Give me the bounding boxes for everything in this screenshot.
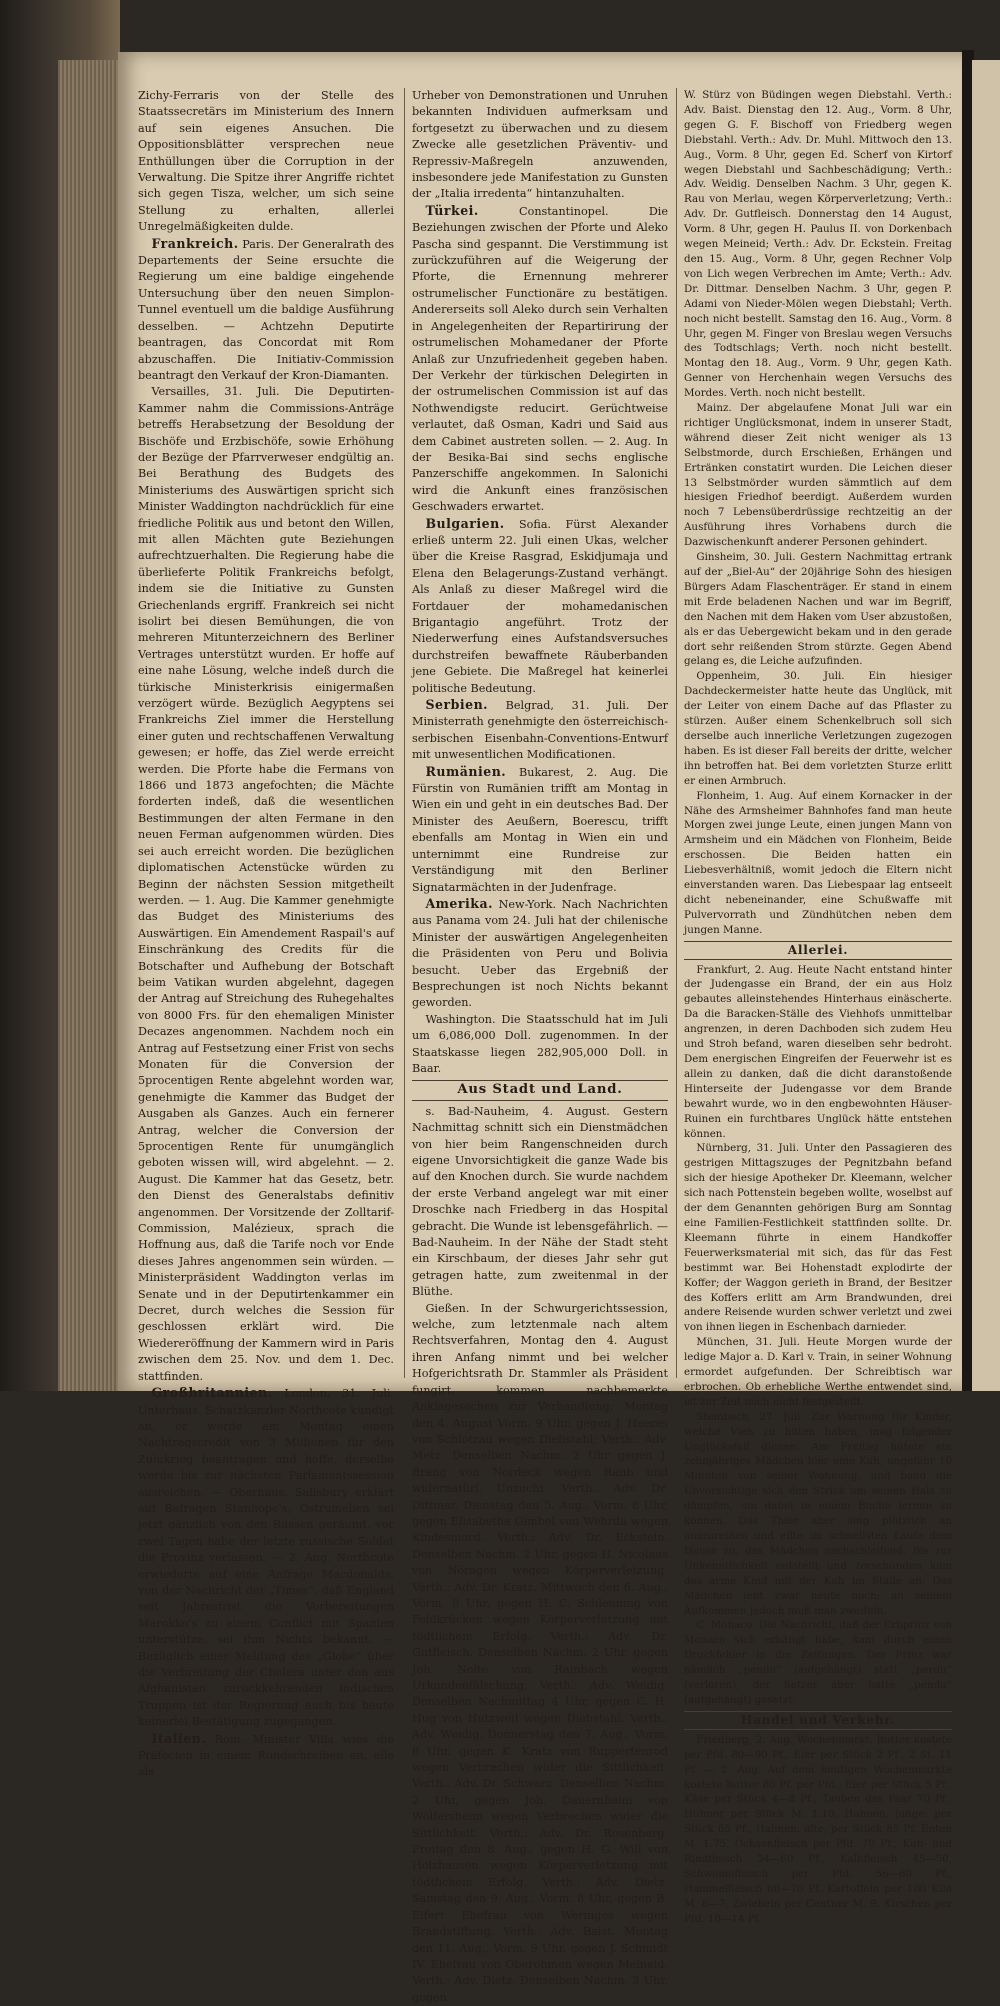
country-heading: Großbritannien. bbox=[151, 1385, 273, 1401]
article-frankreich bbox=[138, 236, 394, 385]
article-text: Frankfurt, 2. Aug. Heute Nacht entstand hinter der Judengasse ein Brand, der ein aus Holz gebautes alleinstehendes Hinterhaus einäscherte. Da die Baracken-Ställe des Viehhofs unmittelbar angrenzen, in deren Dachboden sich zudem Heu und Stroh befand, waren dieselben sehr bedroht. Dem energischen Eingreifen der Feuerwehr ist es allein zu danken, daß die dicht daranstoßende Hinterseite der Judengasse vor dem Brande bewahrt wurde, wo in den engbewohnten Häuser-Ruinen ein furchtbares Unglück hätte entstehen können. bbox=[684, 963, 952, 1140]
column-rule-1 bbox=[404, 88, 405, 1378]
page-edges bbox=[58, 60, 118, 1391]
column-rule-2 bbox=[676, 88, 677, 1378]
article-text: C. Monaco. Die Nachricht, daß der Erbprinz von Monaco sich erhängt habe, kam durch einen Druckfehler in die Zeitungen. Der Prinz war nämlich „pendu“ (aufgehängt) statt „perdu“ (verloren), der Setzer aber hatte „pendu“ (aufgehängt) gesetzt. bbox=[684, 1619, 952, 1706]
country-heading: Serbien. bbox=[425, 697, 489, 713]
article-text: Steinbach, 27. Juli. Zur Warnung für Kinder, welche Vieh zu hüten haben, mag folgender Unglücksfall dienen. Am Freitag hütete ein zehnjähriges Mädchen hier eine Kuh, ungefähr 10 Minuten von seiner Wohnung, und band die Unvorsichtige sich den Strick um seinen Hals zu dämpfen, um dabei in einem Buche lernen zu können. Das Thier aber sing plötzlich an auszureißen und eilte im schnellsten Laufe dem Hause zu, das Mädchen nachschleifend. Bis zur Unkenntlichkeit entstellt und zerschunden kam das arme Kind mit der Kuh im Stalle an. Das Mädchen lebt zwar heute noch; an seinem Aufkommen jedoch muß man zweifeln. bbox=[684, 1410, 952, 1617]
article-text: Paris. Der Generalrath des Departements der Seine ersuchte die Regierung um eine baldige eingehende Untersuchung über den neuen Simplon-Tunnel eventuell um die baldige Ausführung desselben. — Achtzehn Deputirte beantragen, das Concordat mit Rom abzuschaffen. Die Initiativ-Commission beantragt den Verkauf der Kron-Diamanten. bbox=[138, 237, 395, 382]
article-text: s. Bad-Nauheim, 4. August. Gestern Nachmittag schnitt sich ein Dienstmädchen von hier beim Rangenschneiden durch eigene Unvorsichtigkeit die ganze Wade bis auf den Knochen durch. Sie wurde nachdem der erste Verband angelegt war mit einer Droschke nach Friedberg in das Hospital gebracht. Die Wunde ist lebensgefährlich. — Bad-Nauheim. In der Nähe der Stadt steht ein Kirschbaum, der dieses Jahr sehr gut getragen hatte, zum zweitenmal in der Blüthe. bbox=[412, 1104, 668, 1299]
country-heading: Bulgarien. bbox=[425, 515, 505, 531]
article-text: München, 31. Juli. Heute Morgen wurde der ledige Major a. D. Karl v. Train, in seiner Wohnung ermordet aufgefunden. Der Schreibtisch war erbrochen. Ob erhebliche Werthe entwendet sind, ist zur Zeit noch nicht festgestellt. bbox=[684, 1336, 952, 1408]
article-text: Belgrad, 31. Juli. Der Ministerrath genehmigte den österreichisch-serbischen Eisenbahn-Conventions-Entwurf mit unwesentlichen Modificationen. bbox=[412, 699, 668, 762]
adjacent-page-edge bbox=[972, 60, 1000, 1391]
country-heading: Türkei. bbox=[425, 202, 479, 218]
country-heading: Rumänien. bbox=[425, 763, 507, 779]
article-amerika bbox=[412, 896, 668, 1012]
article-text: Bukarest, 2. Aug. Die Fürstin von Rumänien trifft am Montag in Wien ein und geht in ein deutsches Bad. Der Minister des Aeußern, Boerescu, trifft ebenfalls am Montag in Wien ein und unternimmt eine Rundreise zur Verständigung mit den Berliner Signatarmächten in der Judenfrage. bbox=[412, 765, 669, 894]
article-text: London, 31. Juli. Unterhaus. Schatzkanzler Northcote kündigt an, er werde am Montag einen Nachtragscredit von 3 Millionen für den Zulukrieg beantragen und hoffe, derselbe werde bis zur nächsten Parlamentssession ausreichen. — Oberhaus. Salisbury erklärt auf Befragen Stanhope's, Ostrumelien sei jetzt gänzlich von den Russen geräumt, vor zwei Tagen habe der letzte russische Soldat die Provinz verlassen. — 2. Aug. Northcote erwiederte auf eine Anfrage Macdonalds, von der Nachricht der „Times“, daß England seit Jahresfrist die Vorbereitungen Marokko's zu einem Conflict mit Spanien unterstütze, sei ihm Nichts bekannt. — Bezüglich einer Meldung des „Globe“ über die Verbreitung der Cholera unter den aus Afghanistan zurückkehrenden indischen Truppen ist der Regierung auch bis heute keinerlei Bestätigung zugegangen. bbox=[138, 1387, 394, 1729]
column-1 bbox=[138, 88, 394, 1781]
article-text: Flonheim, 1. Aug. Auf einem Kornacker in der Nähe des Armsheimer Bahnhofes fand man heute Morgen zwei junge Leute, einen jungen Mann von Armsheim und ein Mädchen von Flonheim, Beide erschossen. Die Beiden hatten ein Liebesverhältniß, womit jedoch die Eltern nicht einverstanden waren. Das Liebespaar lag entseelt dicht nebeneinander, eine Schußwaffe mit Pulvervorrath und Zündhütchen neben dem jungen Manne. bbox=[684, 789, 952, 936]
article-text: Zichy-Ferraris von der Stelle des Staatssecretärs im Ministerium des Innern auf sein eigenes Ansuchen. Die Oppositionsblätter versprechen neue Enthüllungen über die Corruption in der Verwaltung. Die Spitze ihrer Angriffe richtet sich gegen Tisza, welcher, um sich seine Stellung zu erhalten, allerlei Unregelmäßigkeiten dulde. bbox=[138, 89, 394, 234]
column-2 bbox=[412, 88, 668, 2006]
article-text: W. Stürz von Büdingen wegen Diebstahl. Verth.: Adv. Baist. Dienstag den 12. Aug., Vorm. 8 Uhr, gegen G. F. Bischoff von Friedberg wegen Diebstahl. Verth.: Adv. Dr. Muhl. Mittwoch den 13. Aug., Vorm. 8 Uhr, gegen Ed. Scherf von Kirtorf wegen Diebstahl und Sachbeschädigung; Verth.: Adv. Weidig. Denselben Nachm. 3 Uhr, gegen K. Rau von Merlau, wegen Körperverletzung; Verth.: Adv. Dr. Gutfleisch. Donnerstag den 14 August, Vorm. 8 Uhr, gegen H. Paulus II. von Dorkenbach wegen Meineid; Verth.: Adv. Dr. Eckstein. Freitag den 15. Aug., Vorm. 8 Uhr, gegen Rechner Volp von Lich wegen Verbrechen im Amte; Verth.: Adv. Dr. Dittmar. Denselben Nachm. 3 Uhr, gegen P. Adami von Nieder-Mölen wegen Diebstahl; Verth. noch nicht bestellt. Samstag den 16. Aug., Vorm. 8 Uhr, gegen M. Finger von Breslau wegen Versuchs des Todtschlags; Verth. noch nicht bestellt. Montag den 18. Aug., Vorm. 9 Uhr, gegen Kath. Genner von Herchenhain wegen Versuchs des Mordes. Verth. noch nicht bestellt. bbox=[684, 89, 952, 400]
article-text: New-York. Nach Nachrichten aus Panama vom 24. Juli hat der chilenische Minister der auswärtigen Angelegenheiten die Präsidenten von Peru und Bolivia besucht. Ueber das Ergebniß der Besprechungen ist noch Nichts bekannt geworden. bbox=[412, 897, 668, 1010]
country-heading: Amerika. bbox=[425, 895, 493, 911]
article-text: Versailles, 31. Juli. Die Deputirten-Kammer nahm die Commissions-Anträge betreffs Herabsetzung der Besoldung der Bischöfe und Erzbischöfe, sowie Erhöhung der Bezüge der Pfarrverweser endgültig an. Bei Berathung des Budgets des Ministeriums des Auswärtigen spricht sich Minister Waddington nachdrücklich für eine friedliche Politik aus und betont den Willen, mit allen Mächten gute Beziehungen aufrechtzuerhalten. Die Regierung habe die überlieferte Politik Frankreichs befolgt, indem sie die Initiative zu Gunsten Griechenlands ergriff. Frankreich sei nicht isolirt bei diesen Bemühungen, die von mehreren Mitunterzeichnern des Berliner Vertrages unterstützt wurden. Er hoffe auf eine nahe Lösung, welche indeß durch die türkische Ministerkrisis einigermaßen verzögert würde. Bezüglich Aegyptens sei Frankreichs Ziel immer die Herstellung einer guten und rechtschaffenen Verwaltung gewesen; er hoffe, das Ziel werde erreicht werden. Die Pforte habe die Fermans von 1866 und 1873 angefochten; die Mächte forderten indeß, daß die wesentlichen Bestimmungen der alten Fermane in den neuen Ferman aufgenommen würden. Dies sei auch erreicht worden. Die bezüglichen diplomatischen Actenstücke würden zu Beginn der nächsten Session mitgetheilt werden. — 1. Aug. Die Kammer genehmigte das Budget des Ministeriums des Auswärtigen. Ein Amendement Raspail's auf Einschränkung des Credits für die Botschafter und Aufhebung der Botschaft beim Vatikan wurden abgelehnt, dagegen der Antrag auf Streichung des Ruhegehaltes von 8000 Frs. für den ehemaligen Minister Decazes angenommen. Nachdem noch ein Antrag auf Festsetzung einer Frist von sechs Monaten für die Conversion der 5procentigen Rente abgelehnt worden war, genehmigte die Kammer das Budget der Ausgaben als Ganzes. Auch ein fernerer Antrag, welcher die Conversion der 5procentigen Rente für unumgänglich geboten wissen will, wird abgelehnt. — 2. August. Die Kammer hat das Gesetz, betr. den Dienst des Generalstabs definitiv angenommen. Der Vorsitzende der Zolltarif-Commission, Malézieux, sprach die Hoffnung aus, daß die Tarife noch vor Ende dieses Jahres angenommen sein würden. — Ministerpräsident Waddington verlas im Senate und in der Deputirtenkammer ein Decret, durch welches die Session für geschlossen erklärt wird. Die Wiedereröffnung der Kammern wird in Paris zwischen dem 25. Nov. und dem 1. Dec. stattfinden. bbox=[138, 385, 394, 1383]
column-3 bbox=[684, 88, 952, 1927]
article-text: Friedberg, 2. Aug. Wochenmarkt. Butter kostete per Pfd. 80—90 Pf., Eier per Stück 2 Pf., 2 St. 11 Pf. — 2. Aug. Auf dem heutigen Wochenmarkte kostete Butter 80 Pf. per Pfd., Eier per Stück 5 Pf., Käse per Stück 4—8 Pf., Tauben das Paar 70 Pf., Hühner per Stück M. 1.10, Hahnen, junge, per Stück 65 Pf., Hahnen, alte, per Stück 85 Pf. Enten M. 1.75, Ochsenfleisch per Pfd. 70 Pf., Kuh- und Rindfleisch 54—60 Pf., Kalbfleisch 45—50, Schweinefleisch per Pfd. 56—60 Pf., Hammelfleisch 60—70 Pf. Kartoffeln per 100 Kilo M. 6—7, Zwiebeln per Centner M. 9. Kirschen per Pfd. 10—14 Pf. bbox=[684, 1733, 952, 1925]
article-text: Constantinopel. Die Beziehungen zwischen der Pforte und Aleko Pascha sind gespannt. Die Verstimmung ist zurückzuführen auf die Weigerung der Pforte, die Ernennung mehrerer ostrumelischer Functionäre zu bestätigen. Andererseits soll Aleko durch sein Verhalten in Angelegenheiten der Repartirirung der ostrumelischen Mohamedaner der Pforte Anlaß zur Unzufriedenheit gegeben haben. Der Verkehr der türkischen Delegirten in der ostrumelischen Commission ist auf das Nothwendigste reducirt. Gerüchtweise verlautet, daß Osman, Kadri und Said aus dem Cabinet austreten sollen. — 2. Aug. In der Besika-Bai sind sechs englische Panzerschiffe angekommen. In Salonichi wird die Ankunft eines französischen Geschwaders erwartet. bbox=[412, 204, 668, 514]
article-text: Gießen. In der Schwurgerichtssession, welche, zum letztenmale nach altem Rechtsverfahren, Montag den 4. August ihren Anfang nimmt und bei welcher Hofgerichtsrath Dr. Stammler als Präsident fungirt, kommen nachbemerkte Anklagesachen zur Verhandlung: Montag den 4. August Vorm. 9 Uhr, gegen J. Heeres von Schlotzau wegen Diebstahl; Verth.: Adv. Metz. Denselben Nachm. 2 Uhr gegen J. Brang von Nordeck wegen Raub und widernatürl. Unzucht. Verth.: Adv. Dr. Dittmar. Dienstag den 5. Aug., Vorm. 8 Uhr, gegen Elisabetha Gimbel von Wehrda wegen Kindesmord. Verth.: Adv. Dr. Eckstein. Denselben Nachm. 2 Uhr, gegen H. Nicolaus von Nöragen wegen Körperverletzung. Verth.: Adv. Dr. Kratz. Mittwoch den 6. Aug., Vorm. 8 Uhr, gegen H. C. Schleuning von Feldkrücken wegen Körperverletzung mit tödtlichem Erfolg. Verth.: Adv. Dr. Gutfleisch. Denselben Nachm. 2 Uhr, gegen Joh. Nolte von Rainbach wegen Urkundenfälschung. Verth.: Adv. Weidig. Denselben Nachmittag 4 Uhr, gegen C. H. Hug von Hutzweil wegen Diebstahl. Verth.: Adv. Weidig. Donnerstag den 7. Aug., Vorm. 8 Uhr, gegen K. Kratz von Ruppertenrod wegen Verbrechen wider die Sittlichkeit. Verth.: Adv. Dr. Schwarz. Denselben Nachm. 2 Uhr, gegen Joh. Dauernheim von Wölfersheim wegen Verbrechen wider die Sittlichkeit. Verth.: Adv. Dr. Rosenberg. Freitag den 8. Aug., gegen H. G. Will von Holzhausen wegen Körperverletzung mit tödtlichem Erfolg. Verth.: Adv. Dietz. Samstag den 9. Aug., Vorm. 8 Uhr, gegen B. Eifert Ehefrau von Werniges wegen Brandstiftung. Verth.: Adv. Baist. Montag den 11. Aug., Vorm. 9 Uhr, gegen J. Schmidt IV. Ehefrau von Oberohmen wegen Meineid. Verth.: Adv. Dietz. Denselben Nachm. 3 Uhr, gegen bbox=[412, 1301, 668, 2004]
article-bulgarien bbox=[412, 516, 668, 697]
country-heading: Italien. bbox=[151, 1730, 207, 1746]
article-text: Sofia. Fürst Alexander erließ unterm 22. Juli einen Ukas, welcher über die Kreise Rasgrad, Eskidjumaja und Elena den Belagerungs-Zustand verhängt. Als Anlaß zu dieser Maßregel wird die Fortdauer der mohamedanischen Brigantagio angeführt. Trotz der Niederwerfung eines Aufstandsversuches durchstreifen bewaffnete Räuberbanden jene Gebiete. Die Maßregel hat keinerlei politische Bedeutung. bbox=[412, 517, 668, 695]
article-text: Oppenheim, 30. Juli. Ein hiesiger Dachdeckermeister hatte heute das Unglück, mit der Leiter von einem Dache auf das Pflaster zu stürzen. Außer einem Schenkelbruch soll sich derselbe auch innerliche Verletzungen zugezogen haben. Es ist dieser Fall bereits der dritte, welcher ihn betroffen hat. Bei dem vorletzten Sturze erlitt er einen Armbruch. bbox=[684, 670, 952, 787]
article-text: Rom. Minister Villa wies die Präfecten in einem Rundschreiben an, alle als bbox=[138, 1732, 395, 1779]
article-tuerkei bbox=[412, 203, 668, 516]
article-text: Ginsheim, 30. Juli. Gestern Nachmittag ertrank auf der „Biel-Au“ der 20jährige Sohn des hiesigen Bürgers Adam Flaschenträger. Er stand in einem mit Erde beladenen Nachen und war im Begriff, den Nachen mit dem Haken vom User abzustoßen, als er das Uebergewicht bekam und in den gerade dort sehr reißenden Strom stürzte. Gegen Abend gelang es, die Leiche aufzufinden. bbox=[684, 551, 952, 668]
article-serbien bbox=[412, 697, 668, 764]
country-heading: Frankreich. bbox=[151, 235, 239, 251]
article-italien bbox=[138, 1731, 394, 1781]
section-heading: Allerlei. bbox=[684, 941, 952, 960]
article-grossbritannien bbox=[138, 1385, 394, 1731]
article-rumaenien bbox=[412, 764, 668, 896]
section-heading: Aus Stadt und Land. bbox=[412, 1080, 668, 1100]
article-text: Nürnberg, 31. Juli. Unter den Passagieren des gestrigen Mittagszuges der Pegnitzbahn befand sich der hiesige Apotheker Dr. Kleemann, welcher sich nach Pottenstein begeben wollte, woselbst auf der dem Genannten gehörigen Burg am Sonntag eine Familien-Festlichkeit stattfinden sollte. Dr. Kleemann führte in einem Handkoffer Feuerwerksmaterial mit sich, das für das Fest bestimmt war. Bei Hohenstadt explodirte der Koffer; der Waggon gerieth in Brand, der Besitzer des Koffers erlitt am Arm Brandwunden, drei andere Reisende wurden schwer verletzt und zwei von ihnen liegen in Eschenbach darnieder. bbox=[684, 1142, 952, 1334]
article-text: Urheber von Demonstrationen und Unruhen bekannten Individuen aufmerksam und fortgesetzt zu überwachen und zu diesem Zwecke alle gesetzlichen Präventiv- und Repressiv-Maßregeln anzuwenden, insbesondere jede Manifestation zu Gunsten der „Italia irredenta“ hintanzuhalten. bbox=[412, 89, 668, 201]
section-heading: Handel und Verkehr. bbox=[684, 1711, 952, 1730]
article-text: Mainz. Der abgelaufene Monat Juli war ein richtiger Unglücksmonat, indem in unserer Stadt, während dieser Zeit nicht weniger als 13 Selbstmorde, durch Erschießen, Erhängen und Ertränken constatirt wurden. Die Leichen dieser 13 Selbstmörder wurden sämmtlich auf dem hiesigen Friedhof beerdigt. Außerdem wurden noch 7 Lebensüberdrüssige rechtzeitig an der Ausführung ihres Vorhabens durch die Dazwischenkunft anderer Personen gehindert. bbox=[684, 402, 952, 549]
article-text: Washington. Die Staatsschuld hat im Juli um 6,086,000 Doll. zugenommen. In der Staatskasse liegen 282,905,000 Doll. in Baar. bbox=[412, 1012, 668, 1075]
